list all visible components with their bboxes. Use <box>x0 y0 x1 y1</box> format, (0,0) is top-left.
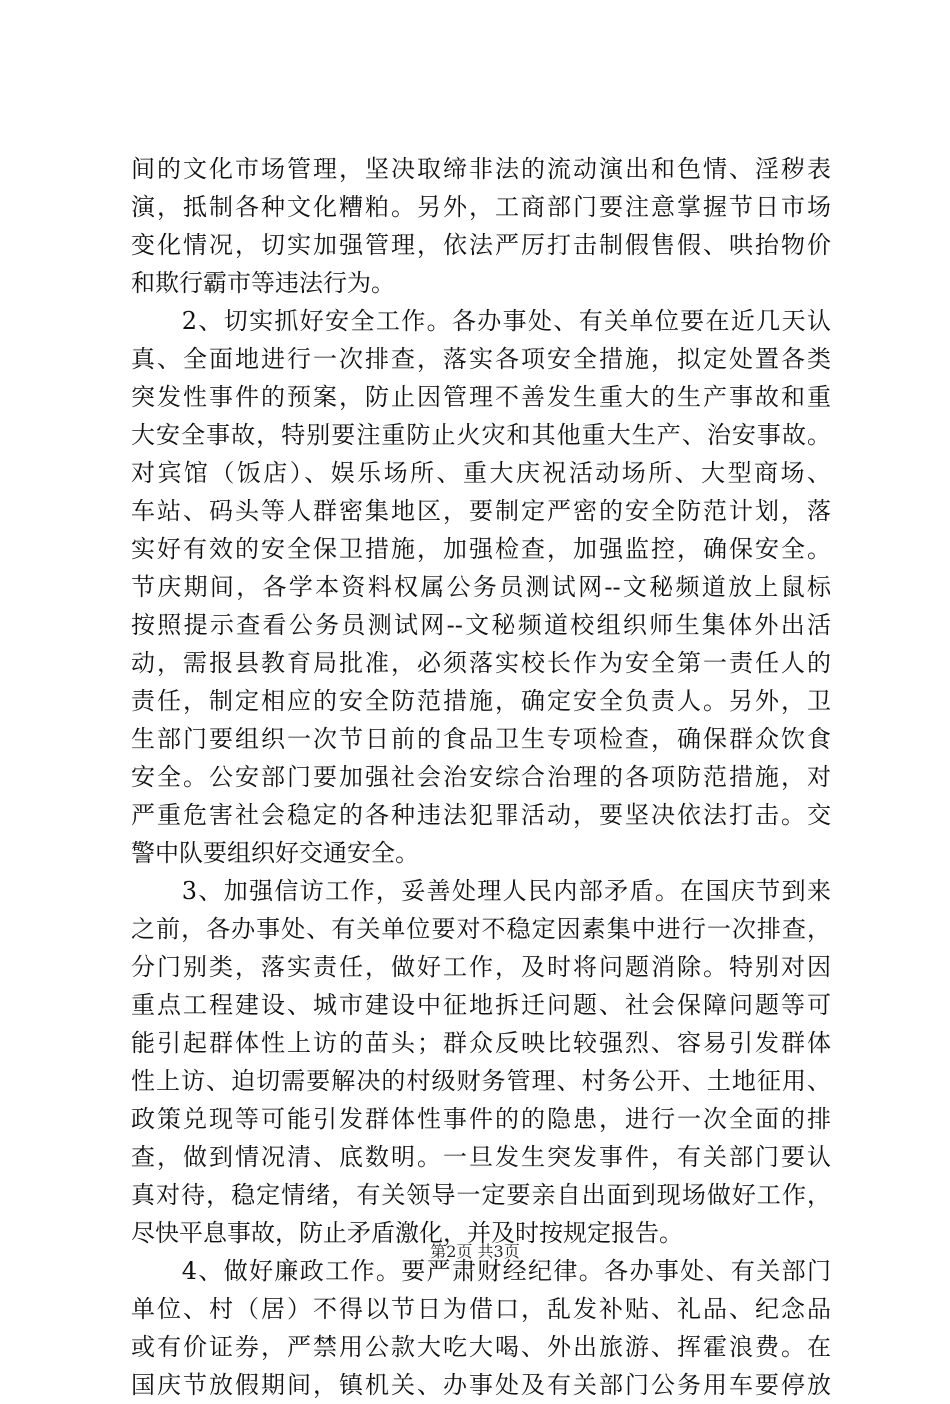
text-line: 演，抵制各种文化糟粕。另外，工商部门要注意掌握节日市场 <box>131 193 831 221</box>
text-line: 国庆节放假期间，镇机关、办事处及有关部门公务用车要停放 <box>131 1371 831 1399</box>
text-line: 2、切实抓好安全工作。各办事处、有关单位要在近几天认 <box>131 307 831 335</box>
text-line: 真对待，稳定情绪，有关领导一定要亲自出面到现场做好工作， <box>131 1181 831 1209</box>
text-line: 4、做好廉政工作。要严肃财经纪律。各办事处、有关部门 <box>131 1257 831 1285</box>
text-line: 之前，各办事处、有关单位要对不稳定因素集中进行一次排查， <box>131 915 831 943</box>
text-line: 责任，制定相应的安全防范措施，确定安全负责人。另外，卫 <box>131 687 831 715</box>
document-body <box>131 150 831 1404</box>
text-line: 重点工程建设、城市建设中征地拆迁问题、社会保障问题等可 <box>131 991 831 1019</box>
text-line: 或有价证券，严禁用公款大吃大喝、外出旅游、挥霍浪费。在 <box>131 1333 831 1361</box>
text-line: 车站、码头等人群密集地区，要制定严密的安全防范计划，落 <box>131 497 831 525</box>
text-line: 安全。公安部门要加强社会治安综合治理的各项防范措施，对 <box>131 763 831 791</box>
text-line: 性上访、迫切需要解决的村级财务管理、村务公开、土地征用、 <box>131 1067 831 1095</box>
text-line: 查，做到情况清、底数明。一旦发生突发事件，有关部门要认 <box>131 1143 831 1171</box>
text-line: 和欺行霸市等违法行为。 <box>131 269 395 297</box>
text-line: 动，需报县教育局批准，必须落实校长作为安全第一责任人的 <box>131 649 831 677</box>
text-line: 按照提示查看公务员测试网--文秘频道校组织师生集体外出活 <box>131 611 831 639</box>
text-line: 实好有效的安全保卫措施，加强检查，加强监控，确保安全。 <box>131 535 831 563</box>
text-line: 单位、村（居）不得以节日为借口，乱发补贴、礼品、纪念品 <box>131 1295 831 1323</box>
text-line: 变化情况，切实加强管理，依法严厉打击制假售假、哄抬物价 <box>131 231 831 259</box>
text-line: 真、全面地进行一次排查，落实各项安全措施，拟定处置各类 <box>131 345 831 373</box>
text-line: 生部门要组织一次节日前的食品卫生专项检查，确保群众饮食 <box>131 725 831 753</box>
text-line: 警中队要组织好交通安全。 <box>131 839 419 867</box>
text-line: 尽快平息事故，防止矛盾激化，并及时按规定报告。 <box>131 1219 683 1247</box>
text-line: 突发性事件的预案，防止因管理不善发生重大的生产事故和重 <box>131 383 831 411</box>
text-line: 节庆期间，各学本资料权属公务员测试网--文秘频道放上鼠标 <box>131 573 831 601</box>
text-line: 间的文化市场管理，坚决取缔非法的流动演出和色情、淫秽表 <box>131 155 831 183</box>
text-line: 严重危害社会稳定的各种违法犯罪活动，要坚决依法打击。交 <box>131 801 831 829</box>
text-line: 分门别类，落实责任，做好工作，及时将问题消除。特别对因 <box>131 953 831 981</box>
text-line: 能引起群体性上访的苗头；群众反映比较强烈、容易引发群体 <box>131 1029 831 1057</box>
text-line: 对宾馆（饭店）、娱乐场所、重大庆祝活动场所、大型商场、 <box>131 459 831 487</box>
text-line: 政策兑现等可能引发群体性事件的的隐患，进行一次全面的排 <box>131 1105 831 1133</box>
text-line: 3、加强信访工作，妥善处理人民内部矛盾。在国庆节到来 <box>131 877 831 905</box>
text-line: 大安全事故，特别要注重防止火灾和其他重大生产、治安事故。 <box>131 421 831 449</box>
page-footer: 第2页 共3页 <box>430 1242 520 1261</box>
